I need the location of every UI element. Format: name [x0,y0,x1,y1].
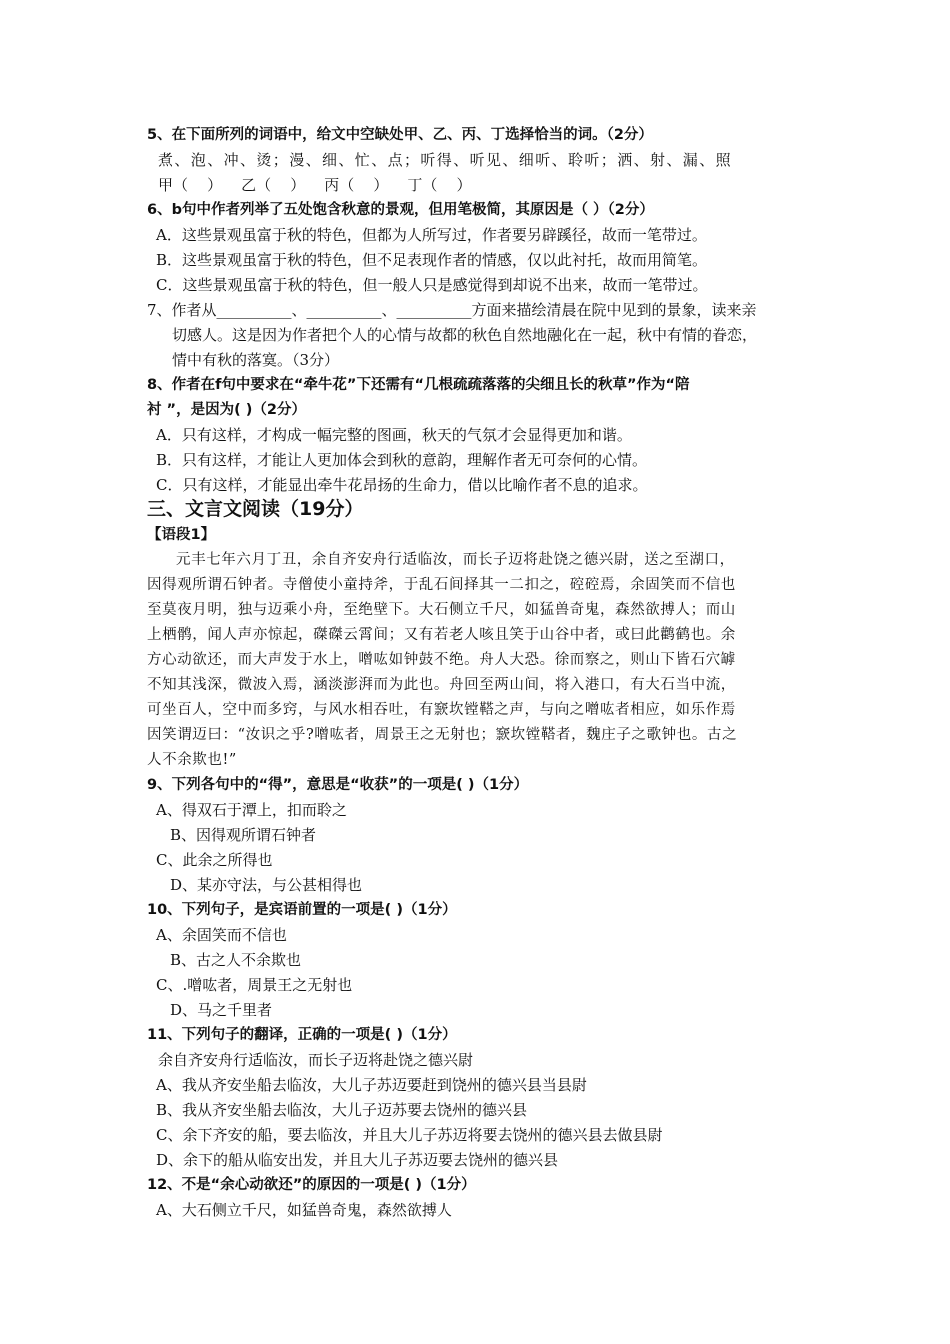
section-title: 三、文言文阅读（19分） [147,498,364,520]
passage-line: 可坐百人，空中而多窍，与风水相吞吐，有窾坎镗鞳之声，与向之噌吰者相应，如乐作焉 [147,702,736,718]
q8-option-a: A．只有这样，才构成一幅完整的图画，秋天的气氛才会显得更加和谐。 [156,426,632,444]
passage-line: 至莫夜月明，独与迈乘小舟，至绝壁下。大石侧立千尺，如猛兽奇鬼，森然欲搏人；而山 [147,602,736,618]
q12-option-a: A、大石侧立千尺，如猛兽奇鬼，森然欲搏人 [156,1201,452,1219]
passage-line: 因笑谓迈曰：“汝识之乎?噌吰者，周景王之无射也；窾坎镗鞳者，魏庄子之歌钟也。古之 [147,727,738,743]
passage-line: 因得观所谓石钟者。寺僧使小童持斧，于乱石间择其一二扣之，硿硿焉，余固笑而不信也 [147,577,736,593]
passage-line: 人不余欺也!” [147,752,237,768]
q5-stem: 5、在下面所列的词语中，给文中空缺处甲、乙、丙、丁选择恰当的词。（2分） [147,127,653,143]
q9-option-d: D、某亦守法，与公甚相得也 [170,876,363,894]
q11-option-a: A、我从齐安坐船去临汝，大儿子苏迈要赶到饶州的德兴县当县尉 [156,1076,587,1094]
q11-given-sentence: 余自齐安舟行适临汝，而长子迈将赴饶之德兴尉 [158,1051,474,1069]
q8-option-b: B．只有这样，才能让人更加体会到秋的意韵，理解作者无可奈何的心情。 [156,451,648,469]
q10-option-a: A、余固笑而不信也 [156,926,287,944]
q11-option-d: D、余下的船从临安出发，并且大儿子苏迈要去饶州的德兴县 [156,1151,559,1169]
q6-option-a: A．这些景观虽富于秋的特色，但都为人所写过，作者要另辟蹊径，故而一笔带过。 [156,226,707,244]
q9-stem: 9、下列各句中的“得”，意思是“收获”的一项是( )（1分） [147,777,529,793]
q7-line-2: 切感人。这是因为作者把个人的心情与故都的秋色自然地融化在一起，秋中有情的眷恋， [172,326,758,344]
q10-option-c: C、.噌吰者，周景王之无射也 [156,976,353,994]
q5-word-list: 煮、泡、冲、烫；漫、细、忙、点；听得、听见、细听、聆听；洒、射、漏、照 [158,151,733,169]
q9-option-a: A、得双石于潭上，扣而聆之 [156,801,347,819]
q10-option-d: D、马之千里者 [170,1001,273,1019]
q6-option-b: B．这些景观虽富于秋的特色，但不足表现作者的情感，仅以此衬托，故而用简笔。 [156,251,708,269]
q6-stem: 6、b句中作者列举了五处饱含秋意的景观，但用笔极简，其原因是（ ）（2分） [147,202,654,218]
q5-answer-blanks: 甲（ ） 乙（ ） 丙（ ） 丁（ ） [158,176,472,194]
q9-option-b: B、因得观所谓石钟者 [170,826,317,844]
q10-option-b: B、古之人不余欺也 [170,951,302,969]
passage-line: 元丰七年六月丁丑，余自齐安舟行适临汝，而长子迈将赴饶之德兴尉，送之至湖口， [176,552,735,568]
q11-option-c: C、余下齐安的船，要去临汝，并且大儿子苏迈将要去饶州的德兴县去做县尉 [156,1126,663,1144]
q12-stem: 12、不是“余心动欲还”的原因的一项是( )（1分） [147,1177,476,1193]
q9-option-c: C、此余之所得也 [156,851,273,869]
passage-label: 【语段1】 [147,527,216,543]
passage-line: 不知其浅深，微波入焉，涵淡澎湃而为此也。舟回至两山间，将入港口，有大石当中流， [147,677,736,693]
q8-option-c: C．只有这样，才能显出牵牛花昂扬的生命力，借以比喻作者不息的追求。 [156,476,648,494]
q8-stem-line-1: 8、作者在f句中要求在“牵牛花”下还需有“几根疏疏落落的尖细且长的秋草”作为“陪 [147,377,690,393]
q7-line-1: 7、作者从__________、__________、__________方面来描绘清晨在院中见到的景象，读来亲 [147,301,757,319]
q10-stem: 10、下列句子，是宾语前置的一项是( )（1分） [147,902,457,918]
q7-line-3: 情中有秋的落寞。（3分） [172,351,340,369]
passage-line: 方心动欲还，而大声发于水上，噌吰如钟鼓不绝。舟人大恐。徐而察之，则山下皆石穴罅 [147,652,736,668]
q8-stem-line-2: 衬 ”，是因为( )（2分） [147,402,306,418]
q11-option-b: B、我从齐安坐船去临汝，大儿子迈苏要去饶州的德兴县 [156,1101,528,1119]
passage-line: 上栖鹘，闻人声亦惊起，磔磔云霄间；又有若老人咳且笑于山谷中者，或曰此鹳鹤也。余 [147,627,736,643]
q6-option-c: C．这些景观虽富于秋的特色，但一般人只是感觉得到却说不出来，故而一笔带过。 [156,276,708,294]
q11-stem: 11、下列句子的翻译，正确的一项是( )（1分） [147,1027,457,1043]
